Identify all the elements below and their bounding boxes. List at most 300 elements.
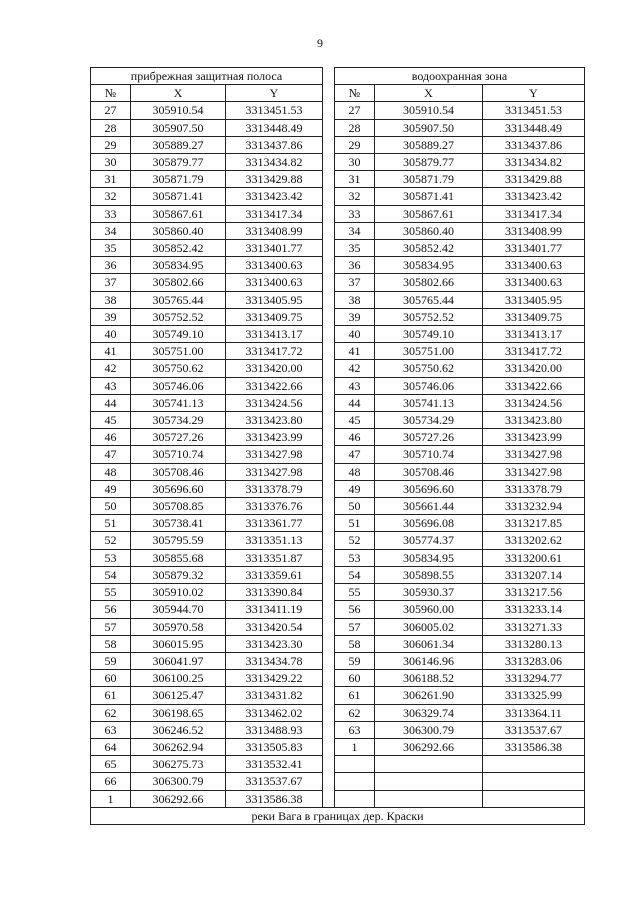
table-row <box>91 136 585 153</box>
table-row <box>91 308 585 325</box>
right-cell-x: 306261.90 <box>375 687 483 704</box>
right-cell-y: 3313417.72 <box>483 343 585 360</box>
right-cell-x: 305879.77 <box>375 154 483 171</box>
right-cell-x: 305696.08 <box>375 515 483 532</box>
left-cell-x: 305727.26 <box>131 429 226 446</box>
right-cell-y: 3313423.42 <box>483 188 585 205</box>
right-cell-number: 44 <box>335 394 375 411</box>
left-cell-x: 305802.66 <box>131 274 226 291</box>
left-cell-number: 27 <box>91 102 131 119</box>
column-gap <box>323 171 335 188</box>
right-cell-y: 3313232.94 <box>483 498 585 515</box>
left-cell-number: 40 <box>91 326 131 343</box>
column-gap <box>323 412 335 429</box>
right-cell-x: 306005.02 <box>375 618 483 635</box>
left-header-number: № <box>91 85 131 102</box>
table-row <box>91 687 585 704</box>
left-cell-number: 37 <box>91 274 131 291</box>
left-cell-number: 54 <box>91 566 131 583</box>
left-cell-y: 3313451.53 <box>226 102 323 119</box>
right-cell-y <box>483 790 585 807</box>
right-cell-x: 305907.50 <box>375 119 483 136</box>
table-row <box>91 480 585 497</box>
right-cell-number: 58 <box>335 635 375 652</box>
table-row <box>91 670 585 687</box>
table-row <box>91 790 585 807</box>
right-cell-number: 28 <box>335 119 375 136</box>
right-cell-y: 3313325.99 <box>483 687 585 704</box>
table-row <box>91 102 585 119</box>
left-cell-number: 46 <box>91 429 131 446</box>
table-row <box>91 498 585 515</box>
column-gap <box>323 687 335 704</box>
right-cell-y: 3313423.80 <box>483 412 585 429</box>
left-cell-x: 306262.94 <box>131 738 226 755</box>
left-cell-number: 35 <box>91 240 131 257</box>
column-gap <box>323 257 335 274</box>
right-header-x: X <box>375 85 483 102</box>
right-cell-x: 305960.00 <box>375 601 483 618</box>
right-cell-number: 59 <box>335 652 375 669</box>
column-gap <box>323 360 335 377</box>
column-gap <box>323 670 335 687</box>
column-header-row <box>91 85 585 102</box>
right-cell-number <box>335 773 375 790</box>
right-cell-y: 3313217.56 <box>483 584 585 601</box>
right-cell-x: 305834.95 <box>375 549 483 566</box>
right-cell-y: 3313448.49 <box>483 119 585 136</box>
right-cell-x: 305871.79 <box>375 171 483 188</box>
left-cell-x: 305734.29 <box>131 412 226 429</box>
right-cell-number: 51 <box>335 515 375 532</box>
right-cell-x: 305696.60 <box>375 480 483 497</box>
right-cell-y: 3313202.62 <box>483 532 585 549</box>
left-cell-y: 3313427.98 <box>226 446 323 463</box>
table-row <box>91 119 585 136</box>
left-cell-x: 305751.00 <box>131 343 226 360</box>
right-cell-number: 54 <box>335 566 375 583</box>
left-cell-y: 3313532.41 <box>226 756 323 773</box>
table-row <box>91 274 585 291</box>
left-cell-x: 306246.52 <box>131 721 226 738</box>
right-cell-x: 306061.34 <box>375 635 483 652</box>
right-cell-number: 57 <box>335 618 375 635</box>
column-gap <box>323 343 335 360</box>
left-cell-y: 3313462.02 <box>226 704 323 721</box>
right-cell-number: 39 <box>335 308 375 325</box>
table-row <box>91 463 585 480</box>
left-cell-y: 3313417.72 <box>226 343 323 360</box>
column-gap <box>323 85 335 102</box>
left-cell-y: 3313351.87 <box>226 549 323 566</box>
column-gap <box>323 326 335 343</box>
left-cell-y: 3313423.42 <box>226 188 323 205</box>
right-cell-y: 3313217.85 <box>483 515 585 532</box>
right-cell-y: 3313413.17 <box>483 326 585 343</box>
left-cell-x: 305852.42 <box>131 240 226 257</box>
left-cell-number: 59 <box>91 652 131 669</box>
table-row <box>91 618 585 635</box>
left-cell-x: 306198.65 <box>131 704 226 721</box>
left-cell-y: 3313420.00 <box>226 360 323 377</box>
river-caption: реки Вага в границах дер. Краски <box>91 807 585 824</box>
right-cell-number: 34 <box>335 222 375 239</box>
table-row <box>91 566 585 583</box>
column-gap <box>323 463 335 480</box>
right-cell-x: 305765.44 <box>375 291 483 308</box>
right-cell-x: 306329.74 <box>375 704 483 721</box>
left-cell-y: 3313422.66 <box>226 377 323 394</box>
right-cell-y: 3313271.33 <box>483 618 585 635</box>
left-cell-x: 306275.73 <box>131 756 226 773</box>
left-cell-number: 58 <box>91 635 131 652</box>
column-gap <box>323 480 335 497</box>
left-cell-number: 30 <box>91 154 131 171</box>
right-cell-number: 49 <box>335 480 375 497</box>
right-cell-number: 35 <box>335 240 375 257</box>
left-cell-number: 32 <box>91 188 131 205</box>
right-cell-number: 47 <box>335 446 375 463</box>
table-row <box>91 377 585 394</box>
right-cell-x: 305871.41 <box>375 188 483 205</box>
left-cell-y: 3313411.19 <box>226 601 323 618</box>
column-gap <box>323 635 335 652</box>
right-cell-y: 3313586.38 <box>483 738 585 755</box>
left-header-x: X <box>131 85 226 102</box>
left-cell-number: 41 <box>91 343 131 360</box>
column-gap <box>323 652 335 669</box>
table-row <box>91 756 585 773</box>
right-cell-y <box>483 756 585 773</box>
left-cell-x: 305795.59 <box>131 532 226 549</box>
column-gap <box>323 773 335 790</box>
left-cell-y: 3313408.99 <box>226 222 323 239</box>
left-cell-number: 34 <box>91 222 131 239</box>
left-cell-x: 305860.40 <box>131 222 226 239</box>
left-cell-x: 305944.70 <box>131 601 226 618</box>
zone-title-row <box>91 68 585 85</box>
left-cell-y: 3313378.79 <box>226 480 323 497</box>
column-gap <box>323 721 335 738</box>
column-gap <box>323 618 335 635</box>
right-cell-y: 3313422.66 <box>483 377 585 394</box>
left-cell-y: 3313400.63 <box>226 257 323 274</box>
column-gap <box>323 704 335 721</box>
right-cell-number: 30 <box>335 154 375 171</box>
right-cell-x: 305710.74 <box>375 446 483 463</box>
left-cell-y: 3313423.99 <box>226 429 323 446</box>
left-cell-x: 305834.95 <box>131 257 226 274</box>
right-cell-number: 62 <box>335 704 375 721</box>
right-header-number: № <box>335 85 375 102</box>
table-row <box>91 240 585 257</box>
table-row <box>91 188 585 205</box>
right-cell-y: 3313280.13 <box>483 635 585 652</box>
left-cell-y: 3313409.75 <box>226 308 323 325</box>
left-cell-x: 306041.97 <box>131 652 226 669</box>
left-cell-y: 3313586.38 <box>226 790 323 807</box>
table-row <box>91 222 585 239</box>
column-gap <box>323 291 335 308</box>
column-gap <box>323 790 335 807</box>
right-cell-y: 3313417.34 <box>483 205 585 222</box>
right-cell-y: 3313364.11 <box>483 704 585 721</box>
table-row <box>91 429 585 446</box>
column-gap <box>323 394 335 411</box>
right-cell-number: 1 <box>335 738 375 755</box>
table-row <box>91 326 585 343</box>
table-row <box>91 532 585 549</box>
left-cell-x: 305970.58 <box>131 618 226 635</box>
right-cell-y: 3313434.82 <box>483 154 585 171</box>
left-cell-number: 48 <box>91 463 131 480</box>
left-cell-x: 305749.10 <box>131 326 226 343</box>
table-row <box>91 652 585 669</box>
right-cell-y: 3313409.75 <box>483 308 585 325</box>
table-row <box>91 171 585 188</box>
column-gap <box>323 532 335 549</box>
left-cell-y: 3313359.61 <box>226 566 323 583</box>
left-cell-number: 33 <box>91 205 131 222</box>
left-cell-x: 305750.62 <box>131 360 226 377</box>
left-cell-y: 3313400.63 <box>226 274 323 291</box>
table-row <box>91 704 585 721</box>
column-gap <box>323 429 335 446</box>
right-cell-y: 3313400.63 <box>483 257 585 274</box>
right-header-y: Y <box>483 85 585 102</box>
left-cell-number: 29 <box>91 136 131 153</box>
column-gap <box>323 68 335 85</box>
right-cell-y <box>483 773 585 790</box>
left-cell-x: 306100.25 <box>131 670 226 687</box>
left-cell-number: 42 <box>91 360 131 377</box>
left-cell-x: 305867.61 <box>131 205 226 222</box>
right-cell-x: 305727.26 <box>375 429 483 446</box>
right-cell-y: 3313283.06 <box>483 652 585 669</box>
right-cell-number: 45 <box>335 412 375 429</box>
column-gap <box>323 308 335 325</box>
left-cell-y: 3313423.80 <box>226 412 323 429</box>
table-row <box>91 257 585 274</box>
right-cell-y: 3313537.67 <box>483 721 585 738</box>
left-cell-number: 61 <box>91 687 131 704</box>
right-cell-x: 305751.00 <box>375 343 483 360</box>
left-cell-number: 63 <box>91 721 131 738</box>
right-cell-x: 305860.40 <box>375 222 483 239</box>
left-cell-number: 47 <box>91 446 131 463</box>
left-cell-number: 51 <box>91 515 131 532</box>
column-gap <box>323 756 335 773</box>
left-cell-x: 305855.68 <box>131 549 226 566</box>
left-cell-number: 45 <box>91 412 131 429</box>
left-cell-x: 306292.66 <box>131 790 226 807</box>
left-header-y: Y <box>226 85 323 102</box>
left-cell-x: 305910.02 <box>131 584 226 601</box>
column-gap <box>323 738 335 755</box>
right-cell-x: 305834.95 <box>375 257 483 274</box>
column-gap <box>323 446 335 463</box>
right-cell-y: 3313420.00 <box>483 360 585 377</box>
page-number: 9 <box>317 36 323 50</box>
column-gap <box>323 377 335 394</box>
table-row <box>91 412 585 429</box>
table-row <box>91 360 585 377</box>
right-cell-x: 305802.66 <box>375 274 483 291</box>
left-cell-y: 3313427.98 <box>226 463 323 480</box>
column-gap <box>323 498 335 515</box>
right-cell-number: 52 <box>335 532 375 549</box>
left-cell-x: 305879.77 <box>131 154 226 171</box>
left-cell-y: 3313448.49 <box>226 119 323 136</box>
column-gap <box>323 601 335 618</box>
table-row <box>91 601 585 618</box>
right-cell-number: 37 <box>335 274 375 291</box>
left-cell-x: 305871.79 <box>131 171 226 188</box>
left-cell-x: 305696.60 <box>131 480 226 497</box>
right-cell-y: 3313427.98 <box>483 446 585 463</box>
left-cell-y: 3313417.34 <box>226 205 323 222</box>
right-cell-number: 55 <box>335 584 375 601</box>
left-cell-y: 3313429.22 <box>226 670 323 687</box>
right-zone-title: водоохранная зона <box>335 68 585 85</box>
left-cell-x: 305765.44 <box>131 291 226 308</box>
column-gap <box>323 274 335 291</box>
left-cell-number: 31 <box>91 171 131 188</box>
right-cell-y: 3313408.99 <box>483 222 585 239</box>
left-cell-x: 305752.52 <box>131 308 226 325</box>
right-cell-number: 41 <box>335 343 375 360</box>
right-cell-number <box>335 756 375 773</box>
right-cell-y: 3313429.88 <box>483 171 585 188</box>
left-cell-y: 3313505.83 <box>226 738 323 755</box>
table-row <box>91 635 585 652</box>
right-cell-y: 3313207.14 <box>483 566 585 583</box>
column-gap <box>323 188 335 205</box>
right-cell-y: 3313437.86 <box>483 136 585 153</box>
right-cell-y: 3313378.79 <box>483 480 585 497</box>
right-cell-x <box>375 773 483 790</box>
left-cell-number: 38 <box>91 291 131 308</box>
right-cell-x: 305852.42 <box>375 240 483 257</box>
right-cell-x: 306300.79 <box>375 721 483 738</box>
column-gap <box>323 549 335 566</box>
right-cell-number: 40 <box>335 326 375 343</box>
column-gap <box>323 240 335 257</box>
left-cell-y: 3313413.17 <box>226 326 323 343</box>
column-gap <box>323 102 335 119</box>
right-cell-number: 56 <box>335 601 375 618</box>
table-row <box>91 446 585 463</box>
left-cell-x: 305910.54 <box>131 102 226 119</box>
right-cell-number: 53 <box>335 549 375 566</box>
left-cell-number: 44 <box>91 394 131 411</box>
right-cell-number <box>335 790 375 807</box>
right-cell-number: 31 <box>335 171 375 188</box>
right-cell-x: 305898.55 <box>375 566 483 583</box>
right-cell-y: 3313401.77 <box>483 240 585 257</box>
left-cell-x: 305708.46 <box>131 463 226 480</box>
column-gap <box>323 154 335 171</box>
right-cell-x: 305752.52 <box>375 308 483 325</box>
right-cell-y: 3313405.95 <box>483 291 585 308</box>
right-cell-x: 305910.54 <box>375 102 483 119</box>
left-cell-x: 306300.79 <box>131 773 226 790</box>
table-row <box>91 738 585 755</box>
right-cell-x <box>375 756 483 773</box>
footer-row <box>91 807 585 824</box>
left-cell-y: 3313434.82 <box>226 154 323 171</box>
table-row <box>91 205 585 222</box>
left-cell-x: 305708.85 <box>131 498 226 515</box>
left-cell-y: 3313361.77 <box>226 515 323 532</box>
right-cell-number: 61 <box>335 687 375 704</box>
left-cell-x: 305738.41 <box>131 515 226 532</box>
right-cell-y: 3313400.63 <box>483 274 585 291</box>
left-cell-number: 39 <box>91 308 131 325</box>
left-cell-number: 57 <box>91 618 131 635</box>
right-cell-number: 27 <box>335 102 375 119</box>
left-cell-number: 66 <box>91 773 131 790</box>
left-cell-number: 64 <box>91 738 131 755</box>
column-gap <box>323 566 335 583</box>
right-cell-number: 63 <box>335 721 375 738</box>
right-cell-x: 305774.37 <box>375 532 483 549</box>
left-cell-y: 3313437.86 <box>226 136 323 153</box>
right-cell-number: 43 <box>335 377 375 394</box>
left-cell-number: 65 <box>91 756 131 773</box>
right-cell-y: 3313451.53 <box>483 102 585 119</box>
left-cell-y: 3313431.82 <box>226 687 323 704</box>
table-row <box>91 515 585 532</box>
right-cell-x: 305930.37 <box>375 584 483 601</box>
table-row <box>91 394 585 411</box>
column-gap <box>323 119 335 136</box>
table-row <box>91 721 585 738</box>
right-cell-number: 32 <box>335 188 375 205</box>
right-cell-y: 3313424.56 <box>483 394 585 411</box>
right-cell-number: 60 <box>335 670 375 687</box>
right-cell-x: 306188.52 <box>375 670 483 687</box>
left-cell-y: 3313537.67 <box>226 773 323 790</box>
left-cell-y: 3313390.84 <box>226 584 323 601</box>
right-cell-x: 305741.13 <box>375 394 483 411</box>
left-cell-x: 306015.95 <box>131 635 226 652</box>
right-cell-x: 305708.46 <box>375 463 483 480</box>
right-cell-number: 48 <box>335 463 375 480</box>
column-gap <box>323 584 335 601</box>
right-cell-number: 50 <box>335 498 375 515</box>
column-gap <box>323 515 335 532</box>
left-cell-number: 62 <box>91 704 131 721</box>
right-cell-x: 305750.62 <box>375 360 483 377</box>
left-cell-x: 305907.50 <box>131 119 226 136</box>
table-row <box>91 584 585 601</box>
right-cell-x: 306146.96 <box>375 652 483 669</box>
left-cell-y: 3313434.78 <box>226 652 323 669</box>
right-cell-number: 33 <box>335 205 375 222</box>
table-row <box>91 549 585 566</box>
right-cell-x: 305749.10 <box>375 326 483 343</box>
right-cell-x: 306292.66 <box>375 738 483 755</box>
right-cell-y: 3313294.77 <box>483 670 585 687</box>
left-cell-x: 305889.27 <box>131 136 226 153</box>
left-cell-number: 53 <box>91 549 131 566</box>
right-cell-number: 38 <box>335 291 375 308</box>
left-cell-y: 3313429.88 <box>226 171 323 188</box>
right-cell-y: 3313200.61 <box>483 549 585 566</box>
left-cell-number: 36 <box>91 257 131 274</box>
column-gap <box>323 205 335 222</box>
